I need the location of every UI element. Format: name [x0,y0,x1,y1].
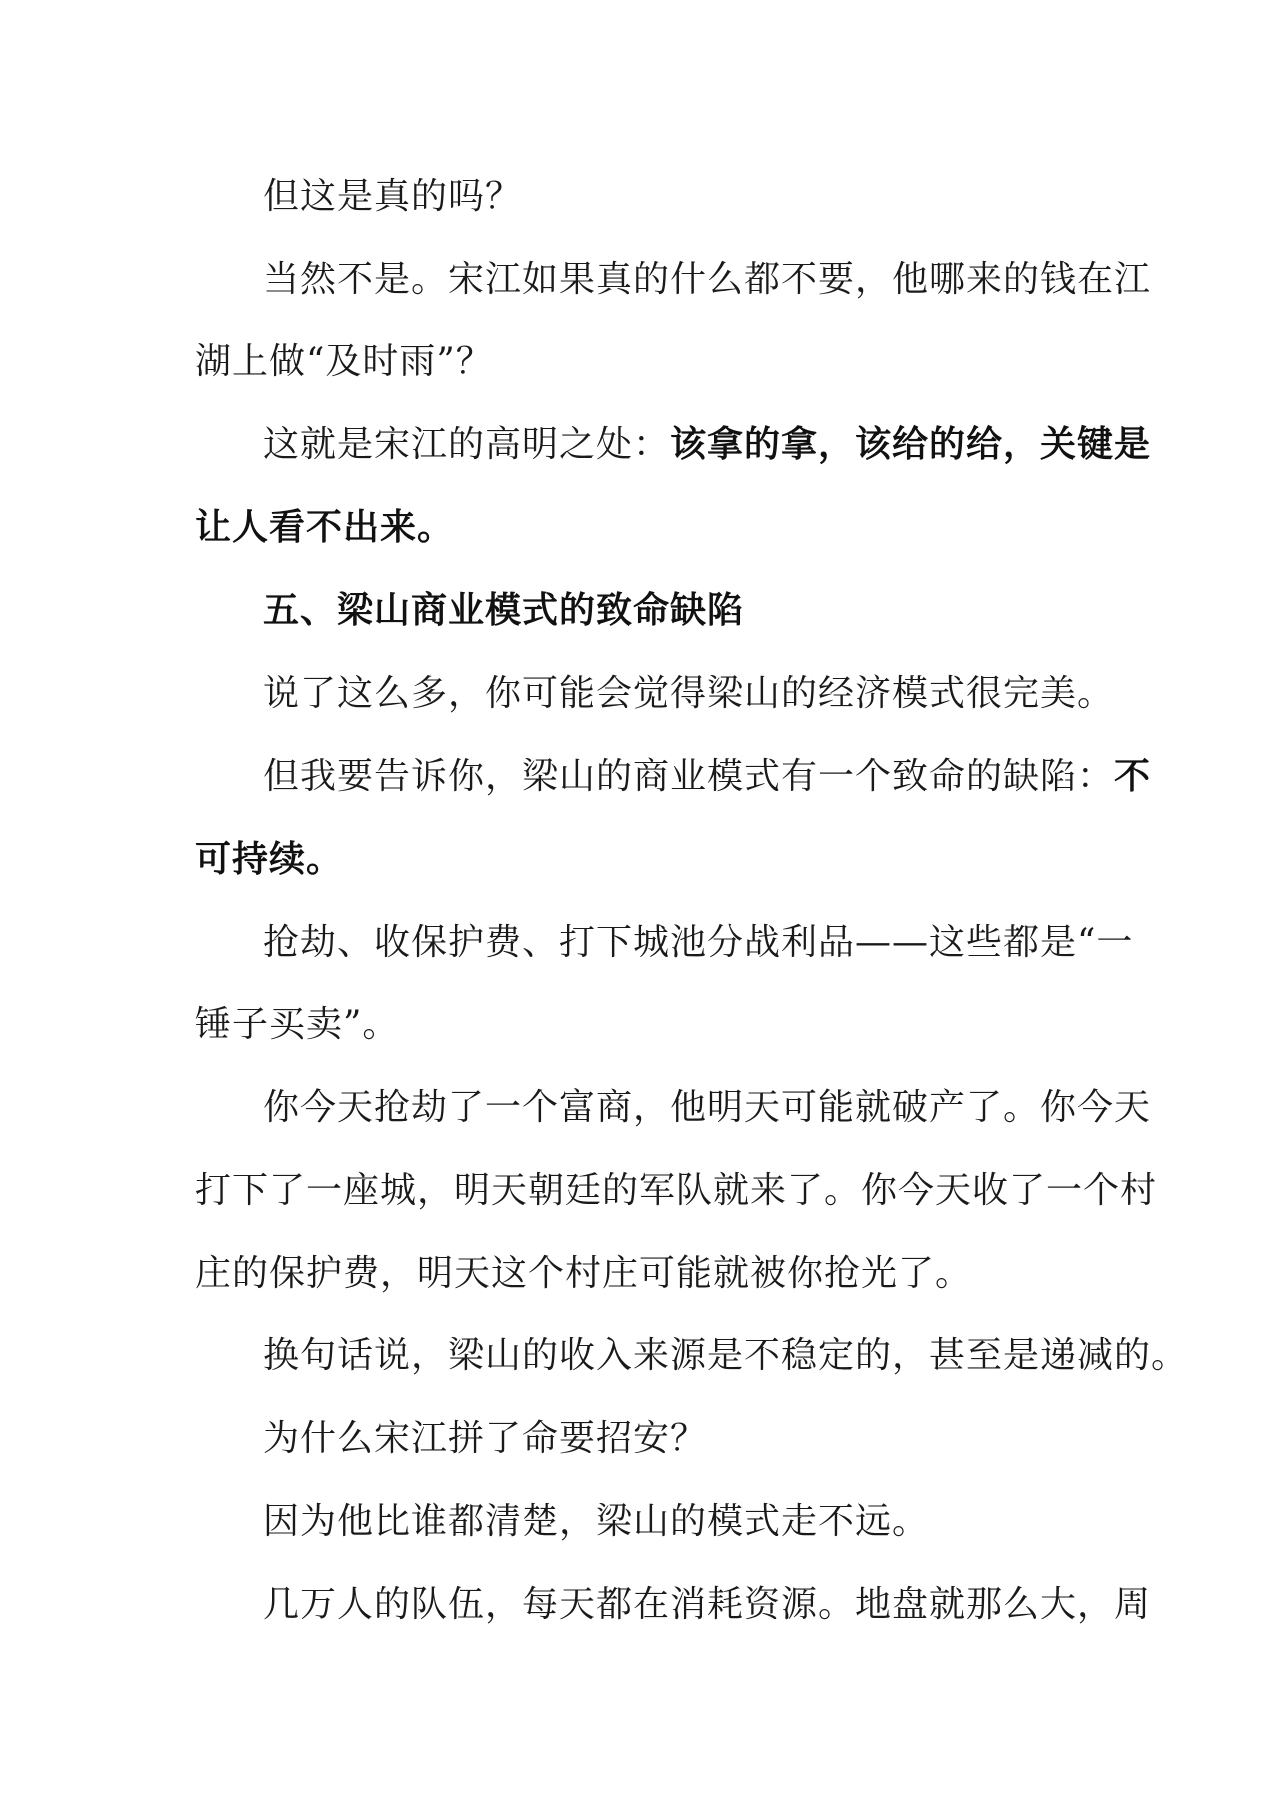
paragraph-line: 但这是真的吗？ [263,176,523,217]
paragraph-line: 说了这么多，你可能会觉得梁山的经济模式很完美。 [263,673,1115,714]
emphasis-line: 让人看不出来。 [195,507,455,548]
paragraph-text: 这就是宋江的高明之处： [263,424,671,465]
emphasis-text: 该拿的拿，该给的给，关键是 [670,424,1152,465]
paragraph-line: 锤子买卖”。 [195,1004,400,1045]
emphasis-line: 可持续。 [195,839,344,880]
paragraph-text: 但我要告诉你，梁山的商业模式有一个致命的缺陷： [263,756,1115,797]
paragraph-line [263,755,1151,799]
emphasis-text: 不 [1114,756,1152,797]
paragraph-line: 当然不是。宋江如果真的什么都不要，他哪来的钱在江 [263,259,1152,300]
paragraph-line: 换句话说，梁山的收入来源是不稳定的，甚至是递减的。 [263,1335,1189,1376]
paragraph-line: 因为他比谁都清楚，梁山的模式走不远。 [263,1501,930,1542]
paragraph-line: 几万人的队伍，每天都在消耗资源。地盘就那么大，周 [263,1584,1152,1625]
paragraph-line: 你今天抢劫了一个富商，他明天可能就破产了。你今天 [263,1087,1152,1128]
paragraph-line: 打下了一座城，明天朝廷的军队就来了。你今天收了一个村 [195,1170,1158,1211]
paragraph-line: 湖上做“及时雨”？ [195,341,493,382]
paragraph-line [263,423,1151,467]
paragraph-line: 庄的保护费，明天这个村庄可能就被你抢光了。 [195,1253,973,1294]
paragraph-line: 抢劫、收保护费、打下城池分战利品——这些都是“一 [263,922,1134,963]
section-heading: 五、梁山商业模式的致命缺陷 [263,590,745,631]
paragraph-line: 为什么宋江拼了命要招安？ [263,1418,708,1459]
